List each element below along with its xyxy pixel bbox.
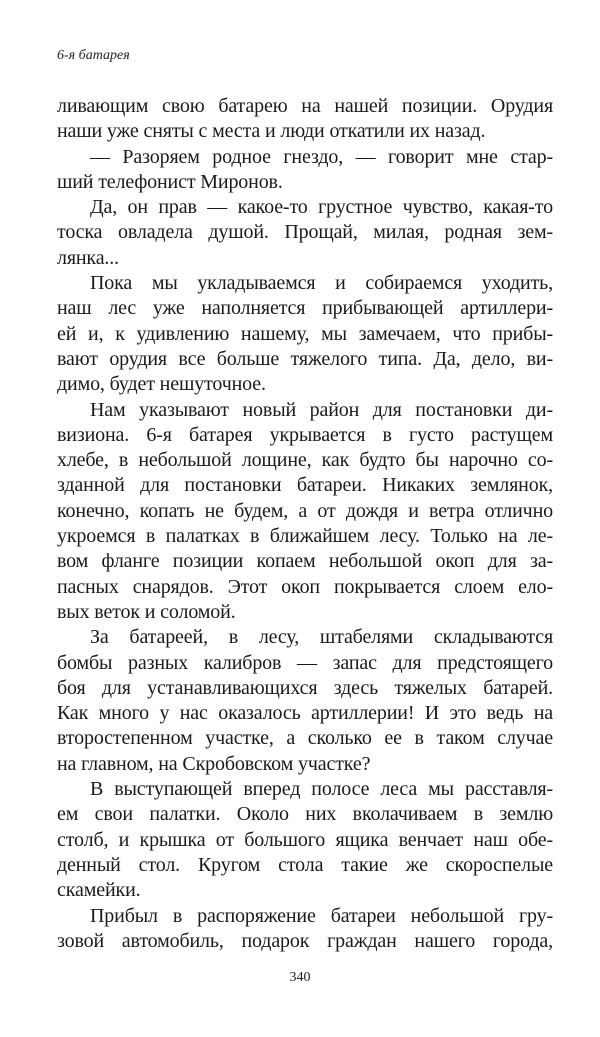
paragraph (57, 195, 553, 271)
body-text (57, 94, 553, 954)
text-line: второстепенном участке, а сколько ее в таком случае (57, 727, 553, 750)
paragraph (57, 398, 553, 626)
text-line: За батареей, в лесу, штабелями складываются (90, 626, 553, 649)
text-line: на главном, на Скробовском участке? (57, 752, 371, 775)
text-line: боя для устанавливающихся здесь тяжелых батарей. (57, 676, 553, 699)
paragraph (57, 625, 553, 777)
text-line: Нам указывают новый район для постановки ди- (90, 398, 553, 421)
text-line: зовой автомобиль, подарок граждан нашего города, (57, 929, 553, 952)
text-line: бомбы разных калибров — запас для предстоящего (57, 651, 553, 674)
paragraph (57, 904, 553, 955)
text-line: димо, будет нешуточное. (57, 373, 266, 396)
text-line: вают орудия все больше тяжелого типа. Да, дело, ви- (57, 347, 553, 370)
text-line: наш лес уже наполняется прибывающей артиллери- (57, 297, 553, 320)
text-line: визиона. 6-я батарея укрывается в густо растущем (57, 423, 553, 446)
text-line: вых веток и соломой. (57, 600, 236, 623)
text-line: зданной для постановки батареи. Никаких землянок, (57, 474, 553, 497)
text-line: ший телефонист Миронов. (57, 170, 283, 193)
text-line: ливающим свою батарею на нашей позиции. Орудия (57, 95, 553, 117)
text-line: наши уже сняты с места и люди откатили их назад. (57, 120, 486, 143)
paragraph (57, 145, 553, 196)
text-line: скамейки. (57, 879, 141, 902)
text-line: Да, он прав — какое-то грустное чувство, какая-то (90, 196, 553, 219)
page-number: 340 (289, 970, 311, 985)
paragraph (57, 777, 553, 903)
text-line: — Разоряем родное гнездо, — говорит мне стар- (90, 145, 553, 168)
text-line: Как много у нас оказалось артиллерии! И это ведь на (57, 702, 553, 725)
text-line: ем свои палатки. Около них вколачиваем в землю (57, 803, 553, 826)
text-line: хлебе, в небольшой лощине, как будто бы нарочно со- (57, 449, 553, 472)
text-line: денный стол. Кругом стола такие же скороспелые (57, 853, 553, 876)
text-line: лянка... (57, 246, 119, 269)
text-line: Пока мы укладываемся и собираемся уходить, (90, 272, 553, 295)
text-line: ей и, к удивлению нашему, мы замечаем, что прибы- (57, 322, 553, 345)
text-line: В выступающей вперед полосе леса мы расставля- (90, 778, 553, 801)
text-line: укроемся в палатках в ближайшем лесу. Только на ле- (57, 525, 553, 548)
paragraph (57, 271, 553, 397)
paragraph (57, 94, 553, 145)
text-line: тоска овладела душой. Прощай, милая, родная зем- (57, 221, 553, 244)
text-line: Прибыл в распоряжение батареи небольшой гру- (90, 904, 553, 927)
running-head: 6-я батарея (57, 48, 130, 63)
text-line: вом фланге позиции копаем небольшой окоп для за- (57, 550, 553, 573)
text-line: конечно, копать не будем, а от дождя и ветра отлично (57, 499, 553, 522)
text-line: столб, и крышка от большого ящика венчает наш обе- (57, 828, 553, 851)
text-line: пасных снарядов. Этот окоп покрывается слоем ело- (57, 575, 553, 598)
